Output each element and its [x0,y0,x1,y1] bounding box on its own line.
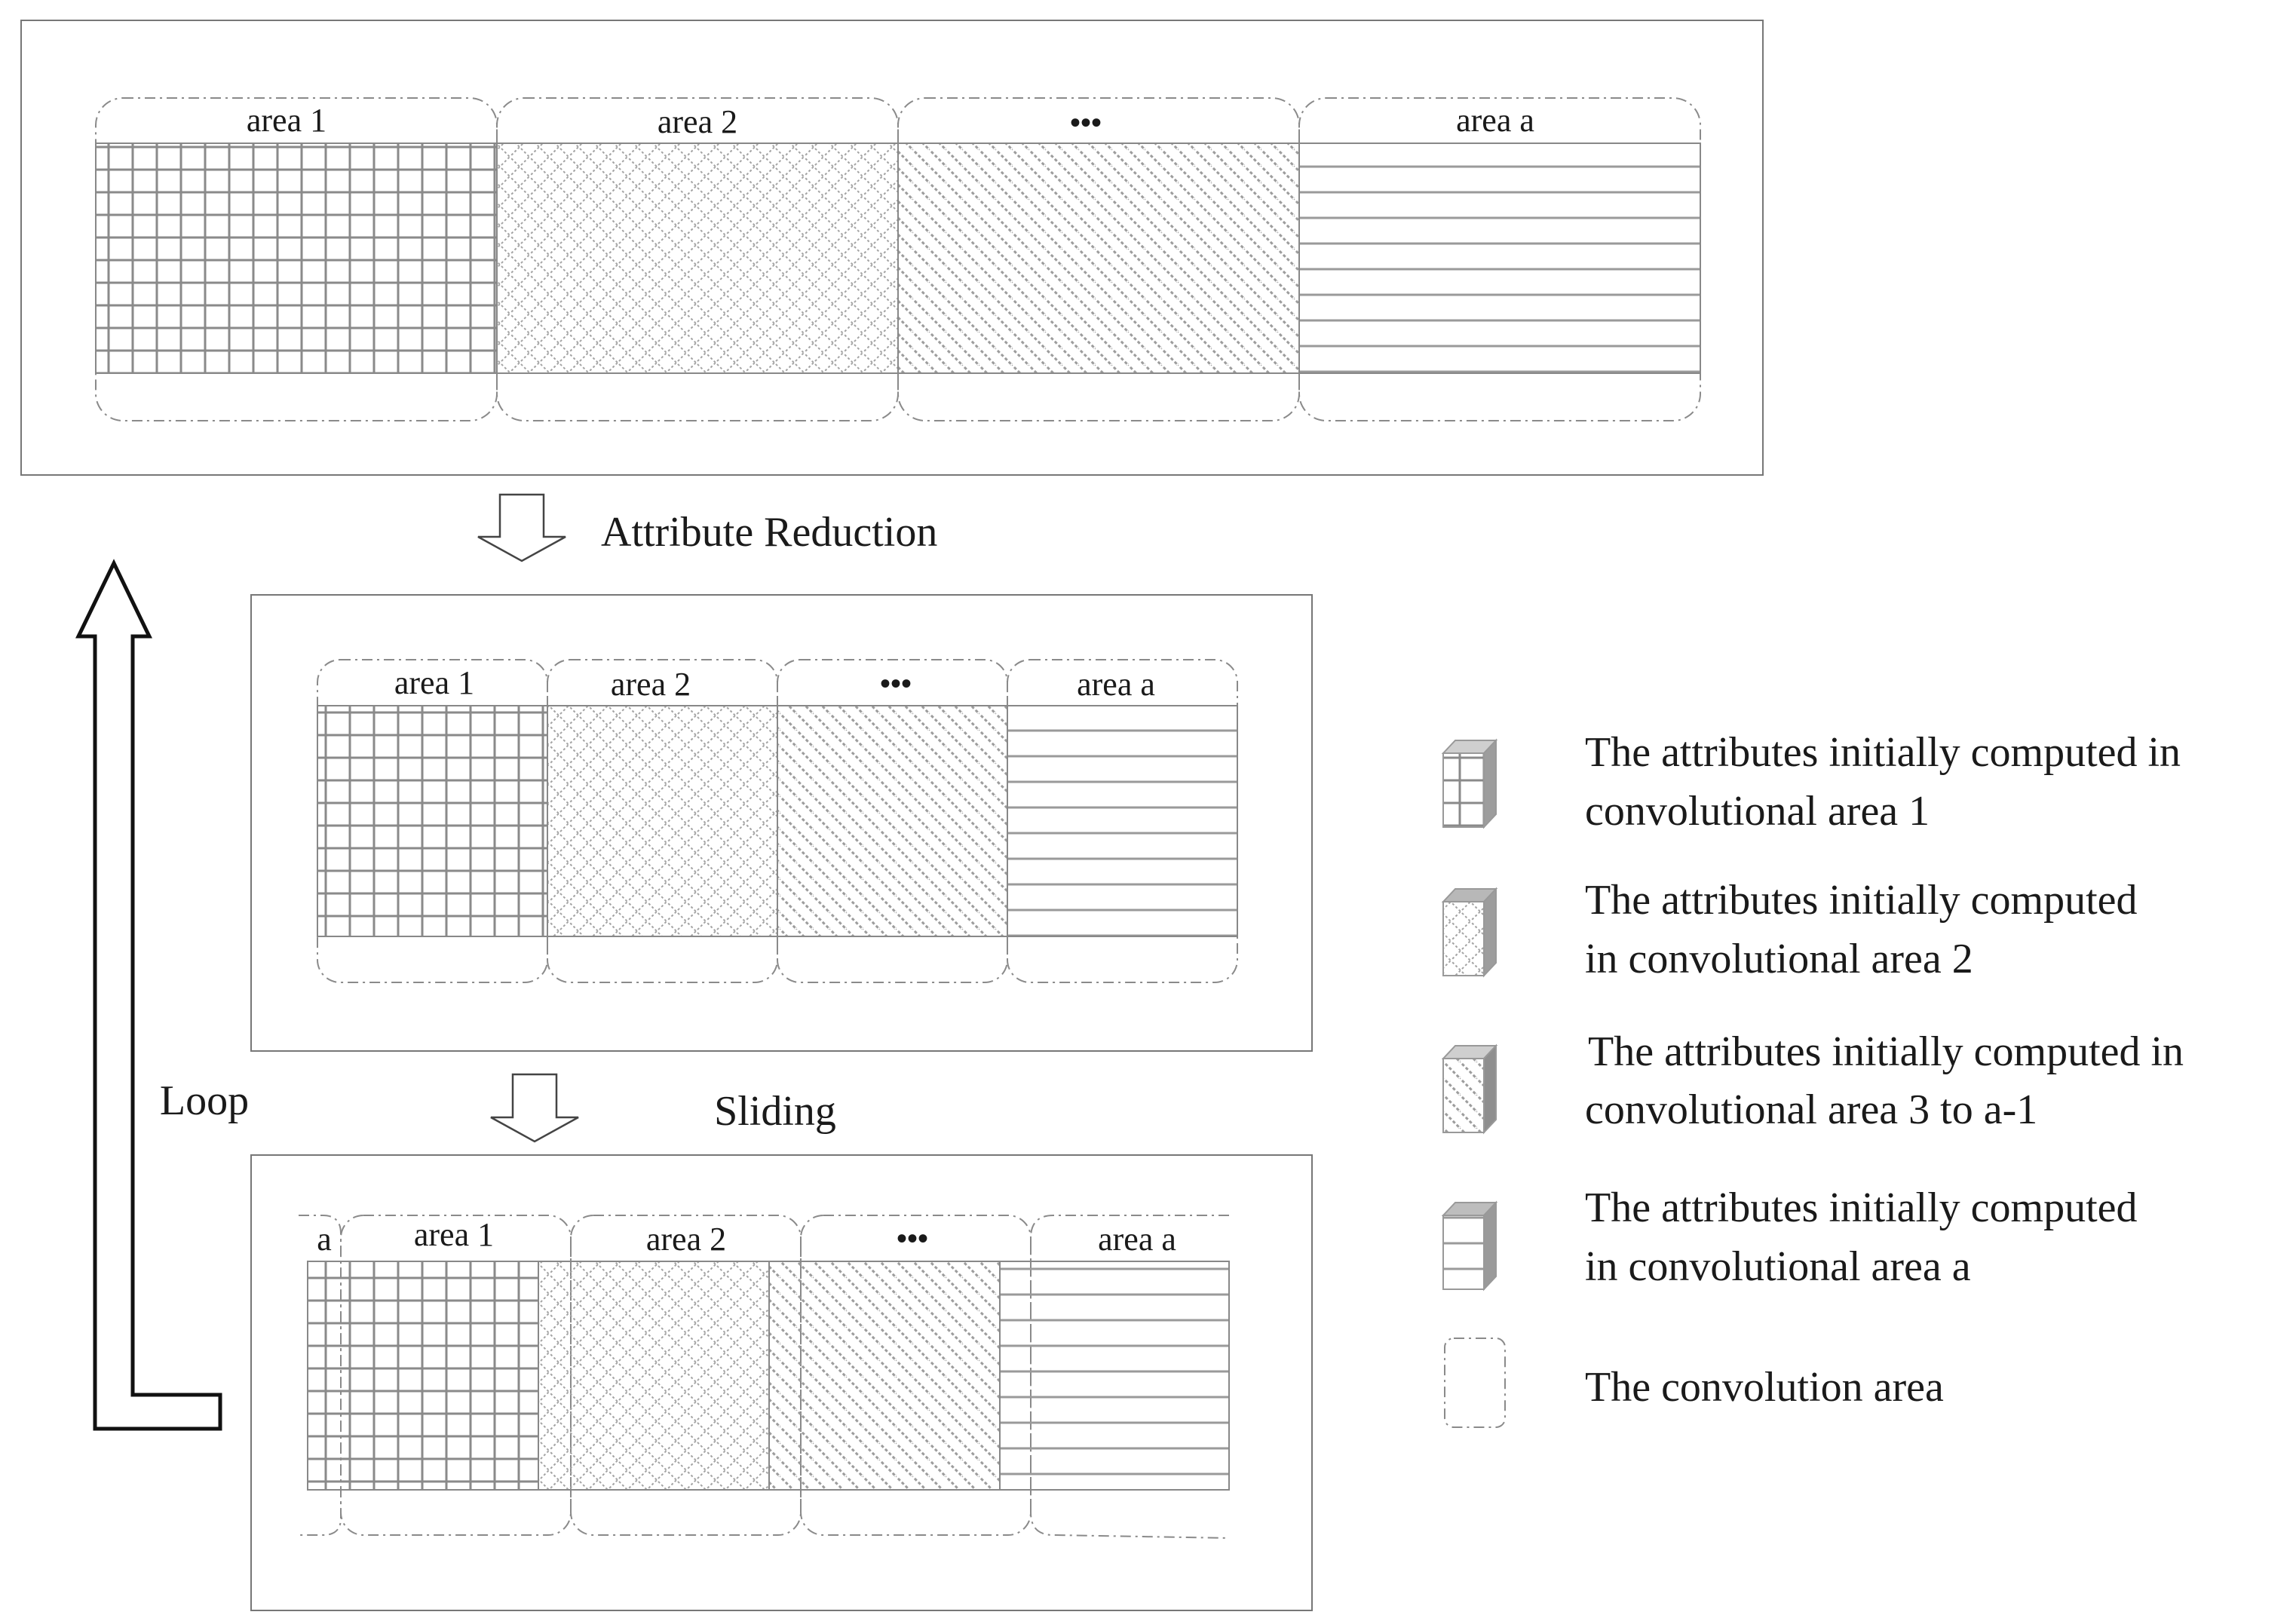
sliding-label: Sliding [714,1088,836,1135]
legend-line-4-1: The attributes initially computed [1585,1184,2138,1231]
down-arrow-icon [491,1074,578,1141]
band-diagonal [898,143,1299,373]
grid-cube-side [1484,740,1496,827]
middle-label-3: ••• [879,666,912,700]
horizontal-cube-side [1484,1203,1496,1289]
sliding-step [491,1074,836,1141]
legend-line-1-2: convolutional area 1 [1585,788,1930,835]
loop-arrow-icon [78,563,220,1429]
band-grid [96,143,497,373]
bottom-label-3: ••• [896,1221,929,1255]
band-horizontal [1007,706,1237,936]
band-diagonal [777,706,1007,936]
band-horizontal [1000,1261,1229,1490]
top-label-4: area a [1456,102,1534,139]
crosshatch-cube-icon [1443,902,1484,976]
diagonal-cube-side [1484,1046,1496,1132]
legend-item-crosshatch [1443,877,2137,982]
band-crosshatch [538,1261,769,1490]
middle-label-4: area a [1077,666,1155,703]
legend-item-diagonal [1443,1028,2184,1133]
legend-line-5-1: The convolution area [1585,1364,1944,1411]
loop-label: Loop [159,1077,250,1124]
legend-line-2-2: in convolutional area 2 [1585,936,1973,982]
horizontal-cube-icon [1443,1215,1484,1289]
band-grid [308,1261,538,1490]
grid-cube-icon [1443,753,1484,827]
legend-line-3-1: The attributes initially computed in [1588,1028,2184,1075]
top-label-1: area 1 [246,102,327,139]
top-label-3: ••• [1069,106,1102,139]
panel-middle [251,595,1312,1051]
band-horizontal [1299,143,1700,373]
bottom-label-a: a [317,1221,332,1258]
band-diagonal [769,1261,1000,1490]
panel-bottom [251,1155,1312,1610]
legend-line-2-1: The attributes initially computed [1585,877,2138,924]
bottom-label-2: area 2 [645,1221,727,1258]
middle-label-2: area 2 [610,666,691,703]
middle-label-1: area 1 [394,664,475,701]
crosshatch-cube-side [1484,889,1496,976]
legend-item-grid [1443,729,2181,835]
legend-line-1-1: The attributes initially computed in [1585,729,2181,776]
attribute-reduction-label: Attribute Reduction [601,509,938,556]
top-label-2: area 2 [657,103,738,140]
legend-line-3-2: convolutional area 3 to a-1 [1585,1086,2038,1133]
legend-line-4-2: in convolutional area a [1585,1243,1971,1290]
loop-step [78,563,249,1429]
bottom-label-4: area a [1098,1221,1176,1258]
convolution-area-icon [1445,1338,1505,1427]
legend-item-horizontal [1443,1184,2137,1290]
attribute-reduction-step [478,495,937,561]
bottom-label-1: area 1 [413,1216,495,1253]
diagonal-cube-icon [1443,1059,1484,1132]
band-crosshatch [547,706,777,936]
band-crosshatch [497,143,898,373]
legend [1443,729,2184,1427]
legend-item-dashed-box [1445,1338,1944,1427]
band-grid [317,706,547,936]
down-arrow-icon [478,495,566,561]
panel-top [21,20,1763,475]
